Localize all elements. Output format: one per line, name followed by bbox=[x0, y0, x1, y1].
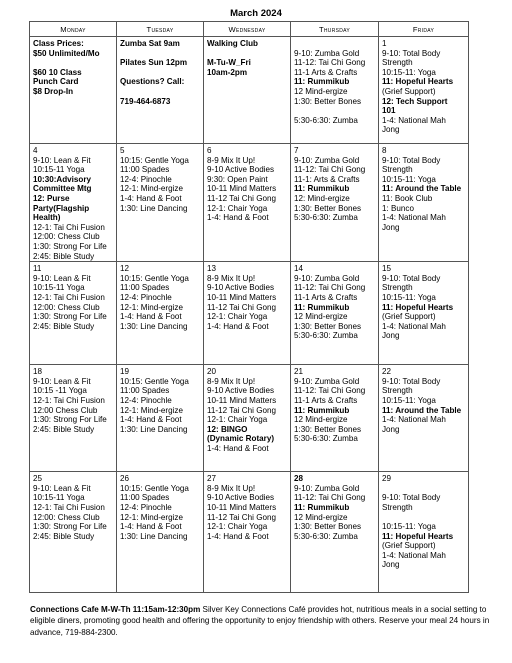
event-line: 11:00 Spades bbox=[120, 493, 170, 503]
event-line: 11: Around the Table bbox=[382, 184, 462, 194]
event-line bbox=[120, 68, 200, 78]
day-number: 28 bbox=[294, 474, 304, 484]
event-line: 1-4: Hand & Foot bbox=[120, 415, 182, 425]
event-line: Jong bbox=[382, 222, 400, 232]
event-line: Committee Mtg bbox=[33, 184, 92, 194]
event-line: 1-4: Hand & Foot bbox=[120, 522, 182, 532]
cafe-hours: Connections Cafe M-W-Th 11:15am-12:30pm bbox=[30, 605, 201, 614]
day-number: 25 bbox=[33, 474, 43, 484]
event-line: Party(Flagship bbox=[33, 203, 90, 213]
calendar-day-cell bbox=[291, 37, 379, 144]
event-line: 1-4: National Mah bbox=[382, 213, 446, 223]
event-line: Jong bbox=[382, 560, 400, 570]
day-number: 4 bbox=[33, 146, 38, 155]
event-line bbox=[382, 484, 465, 494]
event-line: 9-10: Zumba Gold bbox=[294, 273, 360, 283]
event-line: 10:15-11 Yoga bbox=[33, 165, 85, 175]
event-line bbox=[120, 87, 200, 97]
event-line: 1-4: Hand & Foot bbox=[120, 193, 182, 203]
event-line: 10-11 Mind Matters bbox=[207, 292, 277, 302]
event-line: 1:30: Line Dancing bbox=[120, 203, 188, 213]
event-line: 9-10: Total Body bbox=[382, 155, 441, 165]
event-line: 11-1 Arts & Crafts bbox=[294, 292, 358, 302]
event-line: 11: Rummikub bbox=[294, 184, 350, 194]
event-line: 1-4: National Mah bbox=[382, 415, 446, 425]
event-line: (Dynamic Rotary) bbox=[207, 434, 275, 444]
event-line: 10:15: Gentle Yoga bbox=[120, 376, 189, 386]
event-line: 12 Mind-ergize bbox=[294, 312, 348, 322]
event-line: 1:30: Line Dancing bbox=[120, 424, 188, 434]
event-line: 10:15-11: Yoga bbox=[382, 395, 436, 405]
calendar-day-cell bbox=[30, 144, 117, 262]
calendar-day-cell bbox=[117, 365, 204, 472]
day-number: 7 bbox=[294, 146, 299, 155]
event-line: 12:00: Chess Club bbox=[33, 302, 100, 312]
calendar-day-cell bbox=[291, 262, 379, 365]
event-line: 1-4: Hand & Foot bbox=[207, 531, 269, 541]
event-line: 11-1 Arts & Crafts bbox=[294, 395, 358, 405]
event-line: 12-1: Tai Chi Fusion bbox=[33, 502, 105, 512]
event-line: Strength bbox=[382, 165, 413, 175]
event-line: 11-12: Tai Chi Gong bbox=[294, 493, 366, 503]
event-line: 10:15 -11 Yoga bbox=[33, 386, 87, 396]
day-number: 14 bbox=[294, 264, 304, 274]
event-line: 9-10: Zumba Gold bbox=[294, 376, 360, 386]
event-line: 11-12 Tai Chi Gong bbox=[207, 512, 276, 522]
event-line: 11-12: Tai Chi Gong bbox=[294, 58, 366, 68]
event-line: 12-1: Chair Yoga bbox=[207, 203, 268, 213]
event-line: Pilates Sun 12pm bbox=[120, 58, 188, 68]
event-line: 5:30-6:30: Zumba bbox=[294, 434, 358, 444]
event-line: 12:00 Chess Club bbox=[33, 405, 98, 415]
event-line: 1:30: Better Bones bbox=[294, 522, 362, 532]
event-line: 12 Mind-ergize bbox=[294, 415, 348, 425]
event-line: 719-464-6873 bbox=[120, 96, 171, 106]
event-line: 11: Rummikub bbox=[294, 302, 350, 312]
event-line: 10:15-11: Yoga bbox=[382, 522, 436, 532]
event-line: 11-12 Tai Chi Gong bbox=[207, 193, 276, 203]
event-line: 11-1: Arts & Crafts bbox=[294, 174, 360, 184]
event-line: 10:15-11: Yoga bbox=[382, 67, 436, 77]
event-line: 12-4: Pinochle bbox=[120, 174, 172, 184]
connections-cafe-note bbox=[30, 604, 490, 638]
event-line: 1-4: National Mah bbox=[382, 321, 446, 331]
event-line: Health) bbox=[33, 213, 61, 223]
day-number: 29 bbox=[382, 474, 392, 484]
event-line: Questions? Call: bbox=[120, 77, 185, 87]
calendar-day-cell bbox=[379, 472, 469, 593]
event-line: 12-4: Pinochle bbox=[120, 292, 172, 302]
calendar-day-cell bbox=[30, 472, 117, 593]
calendar-day-cell bbox=[204, 472, 291, 593]
event-line bbox=[207, 49, 287, 59]
event-line: 10:30:Advisory bbox=[33, 174, 92, 184]
event-line: 11: Rummikub bbox=[294, 502, 350, 512]
event-line: 8-9 Mix It Up! bbox=[207, 273, 256, 283]
calendar-day-cell bbox=[30, 365, 117, 472]
event-line: 1-4: Hand & Foot bbox=[207, 213, 269, 223]
event-line: 12-1: Mind-ergize bbox=[120, 512, 183, 522]
event-line: 9-10: Zumba Gold bbox=[294, 483, 360, 493]
event-line: 12: Purse bbox=[33, 193, 70, 203]
event-line bbox=[382, 513, 465, 523]
calendar-grid bbox=[29, 21, 469, 593]
calendar-day-cell bbox=[291, 365, 379, 472]
event-line: 1-4: Hand & Foot bbox=[207, 443, 269, 453]
calendar-week-row bbox=[30, 144, 469, 262]
event-line: 1:30: Better Bones bbox=[294, 321, 362, 331]
calendar-day-cell bbox=[30, 37, 117, 144]
event-line: 5:30-6:30: Zumba bbox=[294, 331, 358, 341]
day-number: 6 bbox=[207, 146, 212, 155]
event-line: 1:30: Strong For Life bbox=[33, 415, 107, 425]
event-line: 9-10: Total Body bbox=[382, 493, 441, 503]
event-line: 5:30-6:30: Zumba bbox=[294, 115, 358, 125]
weekday-header: Friday bbox=[379, 22, 469, 37]
event-line: 2:45: Bible Study bbox=[33, 251, 95, 261]
day-number: 21 bbox=[294, 367, 304, 377]
event-line bbox=[33, 58, 113, 68]
event-line: 5:30-6:30: Zumba bbox=[294, 213, 358, 223]
event-line: $60 10 Class bbox=[33, 67, 82, 77]
event-line: 10:15-11 Yoga bbox=[33, 283, 85, 293]
event-line: 12:00: Chess Club bbox=[33, 512, 100, 522]
calendar-day-cell bbox=[379, 365, 469, 472]
event-line: Strength bbox=[382, 283, 413, 293]
event-line: 11: Around the Table bbox=[382, 405, 462, 415]
event-line: 12 Mind-ergize bbox=[294, 86, 348, 96]
event-line: 1-4: National Mah bbox=[382, 115, 446, 125]
event-line: 12: Tech Support bbox=[382, 96, 448, 106]
event-line: 1:30: Better Bones bbox=[294, 424, 362, 434]
event-line: (Grief Support) bbox=[382, 86, 436, 96]
event-line: Strength bbox=[382, 386, 413, 396]
event-line: 9-10: Lean & Fit bbox=[33, 483, 91, 493]
event-line: $8 Drop-In bbox=[33, 86, 74, 96]
event-line: 12-4: Pinochle bbox=[120, 502, 172, 512]
event-line: 12-1: Chair Yoga bbox=[207, 312, 268, 322]
event-line: 12:00: Chess Club bbox=[33, 232, 100, 242]
event-line: Punch Card bbox=[33, 77, 79, 87]
event-line: 11-12: Tai Chi Gong bbox=[294, 386, 366, 396]
day-number: 5 bbox=[120, 146, 125, 155]
day-number: 18 bbox=[33, 367, 43, 377]
weekday-header: Thursday bbox=[291, 22, 379, 37]
day-number: 20 bbox=[207, 367, 217, 377]
event-line: 1:30: Better Bones bbox=[294, 96, 362, 106]
event-line: 12-1: Mind-ergize bbox=[120, 405, 183, 415]
calendar-day-cell bbox=[30, 262, 117, 365]
event-line: 2:45: Bible Study bbox=[33, 321, 95, 331]
calendar-day-cell bbox=[117, 262, 204, 365]
event-line: 10-11 Mind Matters bbox=[207, 395, 277, 405]
event-line: 8-9 Mix It Up! bbox=[207, 483, 256, 493]
event-line: 9-10 Active Bodies bbox=[207, 283, 275, 293]
event-line: 9:30: Open Paint bbox=[207, 174, 268, 184]
event-line: 11: Book Club bbox=[382, 193, 433, 203]
event-line: 10-11 Mind Matters bbox=[207, 184, 277, 194]
event-line: 9-10: Total Body bbox=[382, 376, 441, 386]
event-line: 11:00 Spades bbox=[120, 283, 170, 293]
event-line: 12: Mind-ergize bbox=[294, 193, 350, 203]
event-line: 10am-2pm bbox=[207, 67, 248, 77]
event-line: 10:15: Gentle Yoga bbox=[120, 483, 189, 493]
calendar-day-cell bbox=[117, 472, 204, 593]
event-line: 12-1: Tai Chi Fusion bbox=[33, 395, 105, 405]
calendar-day-cell bbox=[204, 144, 291, 262]
weekday-header: Wednesday bbox=[204, 22, 291, 37]
event-line: 8-9 Mix It Up! bbox=[207, 376, 256, 386]
event-line: 10:15-11 Yoga bbox=[33, 493, 85, 503]
event-line: 11-1 Arts & Crafts bbox=[294, 67, 358, 77]
event-line: Class Prices: bbox=[33, 39, 84, 48]
weekday-header: Monday bbox=[30, 22, 117, 37]
event-line: 9-10: Lean & Fit bbox=[33, 376, 91, 386]
event-line: 2:45: Bible Study bbox=[33, 531, 95, 541]
event-line: 1:30: Better Bones bbox=[294, 203, 362, 213]
event-line: 9-10: Zumba Gold bbox=[294, 155, 360, 165]
event-line: (Grief Support) bbox=[382, 541, 436, 551]
weekday-header-row bbox=[30, 22, 469, 37]
event-line: 10-11 Mind Matters bbox=[207, 502, 277, 512]
event-line bbox=[294, 39, 375, 49]
event-line: 11-12: Tai Chi Gong bbox=[294, 165, 366, 175]
event-line: 9-10 Active Bodies bbox=[207, 165, 275, 175]
event-line: 9-10: Lean & Fit bbox=[33, 273, 91, 283]
calendar-day-cell bbox=[379, 144, 469, 262]
event-line: 10:15: Gentle Yoga bbox=[120, 273, 189, 283]
event-line: 12-1: Mind-ergize bbox=[120, 302, 183, 312]
event-line: 101 bbox=[382, 106, 396, 116]
event-line: 11-12: Tai Chi Gong bbox=[294, 283, 366, 293]
day-number: 22 bbox=[382, 367, 392, 377]
calendar-week-row bbox=[30, 365, 469, 472]
calendar-day-cell bbox=[204, 37, 291, 144]
event-line: 11-12 Tai Chi Gong bbox=[207, 405, 276, 415]
calendar-week-row bbox=[30, 472, 469, 593]
event-line: Strength bbox=[382, 502, 413, 512]
event-line: 11:00 Spades bbox=[120, 386, 170, 396]
day-number: 15 bbox=[382, 264, 392, 274]
event-line: 12-1: Tai Chi Fusion bbox=[33, 292, 105, 302]
event-line: 12-1: Tai Chi Fusion bbox=[33, 222, 105, 232]
event-line: 12-1: Chair Yoga bbox=[207, 415, 268, 425]
event-line bbox=[120, 49, 200, 59]
event-line: $50 Unlimited/Mo bbox=[33, 48, 100, 58]
event-line: 9-10: Lean & Fit bbox=[33, 155, 91, 165]
event-line: 1:30: Line Dancing bbox=[120, 531, 188, 541]
event-line: Strength bbox=[382, 58, 413, 68]
day-number: 19 bbox=[120, 367, 130, 377]
event-line: 11: Rummikub bbox=[294, 405, 350, 415]
calendar-title: March 2024 bbox=[230, 8, 282, 19]
day-number: 27 bbox=[207, 474, 217, 484]
event-line: 8-9 Mix It Up! bbox=[207, 155, 256, 165]
cafe-description: Silver Key Connections Café provides hot, nutritious meals in a social setting to eligible diners, promoting good health and offering the opportunity to enjoy friendship with others. Reserve your meal 24 hours in advance, 719-884-2300. bbox=[30, 605, 490, 637]
event-line: 1-4: Hand & Foot bbox=[207, 321, 269, 331]
event-line: Zumba Sat 9am bbox=[120, 39, 180, 48]
event-line: 1:30: Strong For Life bbox=[33, 241, 107, 251]
event-line: 11: Rummikub bbox=[294, 77, 350, 87]
event-line: Jong bbox=[382, 424, 400, 434]
calendar-week-row bbox=[30, 37, 469, 144]
event-line: 1-4: National Mah bbox=[382, 550, 446, 560]
event-line: 10:15-11: Yoga bbox=[382, 174, 436, 184]
calendar-day-cell bbox=[204, 365, 291, 472]
event-line: 5:30-6:30: Zumba bbox=[294, 531, 358, 541]
event-line: 9-10: Total Body bbox=[382, 48, 441, 58]
event-line: 1:30: Line Dancing bbox=[120, 321, 188, 331]
event-line: 2:45: Bible Study bbox=[33, 424, 95, 434]
event-line: Walking Club bbox=[207, 39, 258, 48]
event-line: M-Tu-W_Fri bbox=[207, 58, 251, 68]
day-number: 26 bbox=[120, 474, 130, 484]
event-line: 9-10: Total Body bbox=[382, 273, 441, 283]
event-line: 12-4: Pinochle bbox=[120, 395, 172, 405]
event-line: 11: Hopeful Hearts bbox=[382, 302, 454, 312]
event-line: 11-12 Tai Chi Gong bbox=[207, 302, 276, 312]
event-line: 12-1: Chair Yoga bbox=[207, 522, 268, 532]
event-line: 12 Mind-ergize bbox=[294, 512, 348, 522]
event-line: 10:15: Gentle Yoga bbox=[120, 155, 189, 165]
weekday-header: Tuesday bbox=[117, 22, 204, 37]
event-line: 9-10: Zumba Gold bbox=[294, 48, 360, 58]
event-line: (Grief Support) bbox=[382, 312, 436, 322]
day-number: 8 bbox=[382, 146, 387, 155]
event-line: 1:30: Strong For Life bbox=[33, 312, 107, 322]
calendar-day-cell bbox=[204, 262, 291, 365]
day-number: 1 bbox=[382, 39, 387, 48]
calendar-day-cell bbox=[117, 144, 204, 262]
calendar-day-cell bbox=[117, 37, 204, 144]
event-line: 1: Bunco bbox=[382, 203, 414, 213]
day-number: 12 bbox=[120, 264, 130, 274]
event-line: 10:15-11: Yoga bbox=[382, 292, 436, 302]
event-line: 12: BINGO bbox=[207, 424, 248, 434]
event-line: 11: Hopeful Hearts bbox=[382, 77, 454, 87]
day-number: 11 bbox=[33, 264, 42, 274]
calendar-day-cell bbox=[291, 144, 379, 262]
day-number: 13 bbox=[207, 264, 217, 274]
event-line: 12-1: Mind-ergize bbox=[120, 184, 183, 194]
event-line: 11: Hopeful Hearts bbox=[382, 531, 454, 541]
event-line: 1-4: Hand & Foot bbox=[120, 312, 182, 322]
calendar-day-cell bbox=[379, 37, 469, 144]
event-line: 9-10 Active Bodies bbox=[207, 386, 275, 396]
event-line: 11:00 Spades bbox=[120, 165, 170, 175]
calendar-day-cell bbox=[379, 262, 469, 365]
event-line bbox=[294, 106, 375, 116]
calendar-week-row bbox=[30, 262, 469, 365]
event-line: 9-10 Active Bodies bbox=[207, 493, 275, 503]
event-line: Jong bbox=[382, 125, 400, 135]
calendar-day-cell bbox=[291, 472, 379, 593]
event-line: 1:30: Strong For Life bbox=[33, 522, 107, 532]
event-line: Jong bbox=[382, 331, 400, 341]
